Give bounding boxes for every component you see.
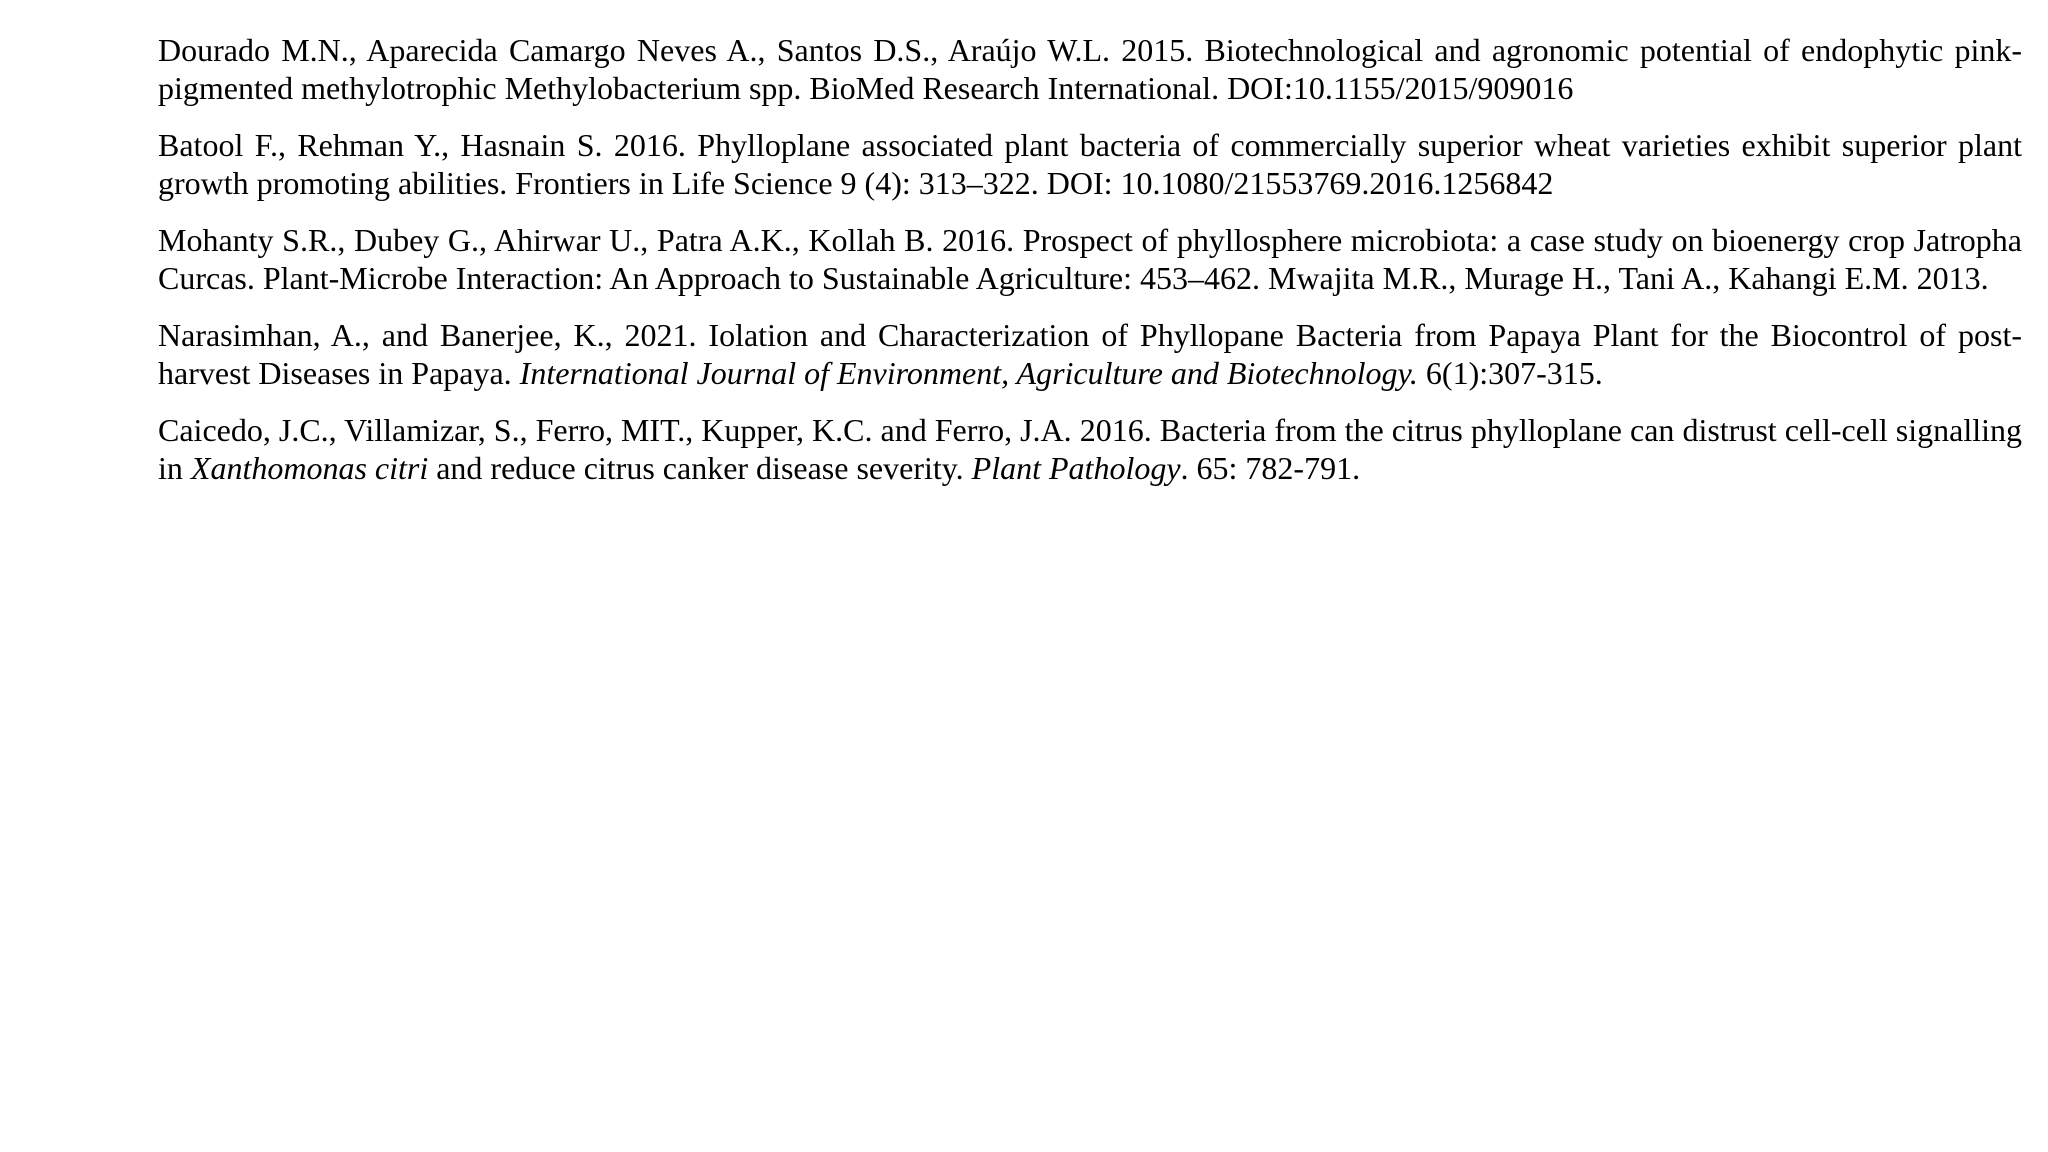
reference-species-name: Xanthomonas citri <box>190 449 429 486</box>
reference-journal-title: Plant Pathology <box>971 449 1181 486</box>
reference-dourado-2015 <box>158 32 2022 107</box>
reference-text: Mohanty S.R., Dubey G., Ahirwar U., Patra A.K., Kollah B. 2016. Prospect of phyllosphere microbiota: a case study on bioenergy crop Jatropha Curcas. Plant-Microbe Interaction: An Approach to Sustainable Agriculture: 453–462. Mwajita M.R., Murage H., Tani A., Kahangi E.M. 2013. <box>158 222 2022 296</box>
reference-text-after: 6(1):307-315. <box>1417 354 1603 391</box>
reference-narasimhan-2021 <box>158 317 2022 392</box>
reference-caicedo-2016 <box>158 412 2022 487</box>
reference-mohanty-2016 <box>158 222 2022 297</box>
reference-text: Batool F., Rehman Y., Hasnain S. 2016. Phylloplane associated plant bacteria of commercially superior wheat varieties exhibit superior plant growth promoting abilities. Frontiers in Life Science 9 (4): 313–322. DOI: 10.1080/21553769.2016.1256842 <box>158 127 2022 201</box>
reference-text-before: Caicedo, J.C., Villamizar, S., Ferro, MIT., Kupper, K.C. and Ferro, J.A. 2016. Bacteria from the citrus phylloplane can distrust cell-cell signalling in <box>158 412 2022 486</box>
reference-text-after: . 65: 782-791. <box>1180 449 1361 486</box>
reference-text: Dourado M.N., Aparecida Camargo Neves A., Santos D.S., Araújo W.L. 2015. Biotechnological and agronomic potential of endophytic pink-pigmented methylotrophic Methylobacterium spp. BioMed Research International. DOI:10.1155/2015/909016 <box>158 32 2022 106</box>
reference-journal-title: International Journal of Environment, Agriculture and Biotechnology. <box>519 354 1418 391</box>
reference-batool-2016 <box>158 127 2022 202</box>
reference-text-middle: and reduce citrus canker disease severity. <box>428 449 972 486</box>
reference-text-before: Narasimhan, A., and Banerjee, K., 2021. Iolation and Characterization of Phyllopane Bacteria from Papaya Plant for the Biocontrol of post-harvest Diseases in Papaya. <box>158 317 2022 391</box>
reference-list <box>158 32 2022 507</box>
